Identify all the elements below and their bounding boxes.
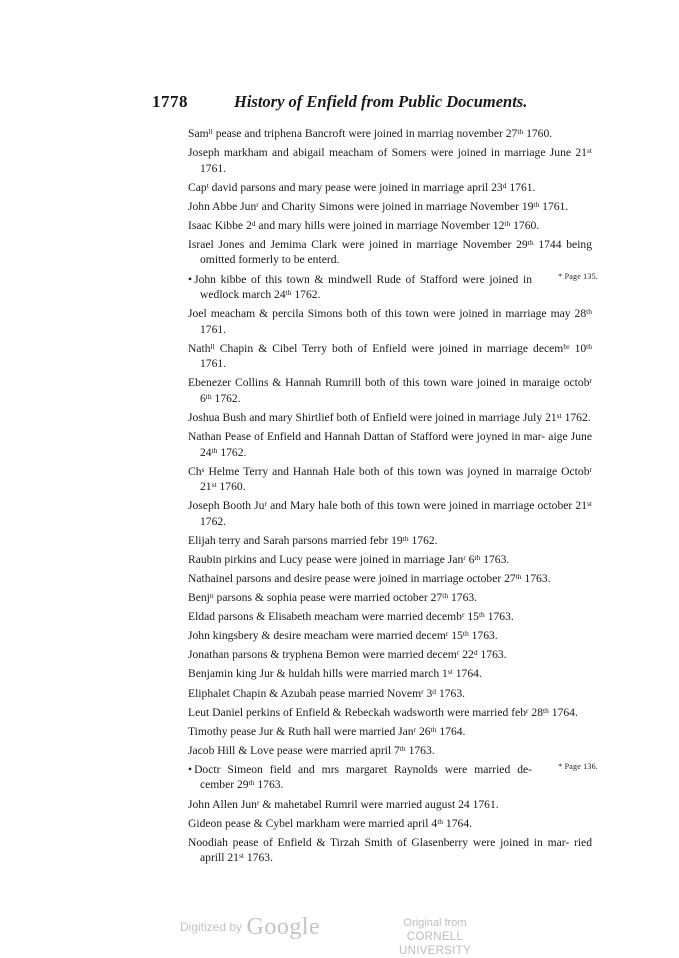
superscript: th [504,218,511,228]
entry-text: Nathan Pease of Enfield and Hannah Dattan of Stafford were joyned in mar- aige June 24 [188,430,592,459]
superscript: th [211,445,218,455]
superscript: st [447,667,453,677]
library-attribution [380,916,490,958]
superscript: r [413,724,417,734]
entry-text: 1761. [200,161,227,175]
marriage-entry [188,306,592,337]
entry-text: 26 [416,724,431,738]
digitized-by-label: Digitized by [180,920,243,934]
superscript: r [589,464,592,474]
entry-text: 22 [459,648,474,662]
entry-text: 1762. [217,445,247,459]
marriage-entry [188,341,592,372]
entry-text: 1760. [510,218,540,232]
entry-text: parsons & sophia pease were married october 27 [213,591,443,605]
marriage-entry [188,237,592,268]
entry-text: 1763. [448,591,478,605]
entry-text: Joseph markham and abigail meacham of Somers were joined in marriage June 21 [188,146,587,160]
superscript: th [586,307,592,317]
bullet-marker: • [188,272,193,286]
marriage-entry [188,835,592,866]
superscript: st [238,851,244,861]
entry-text: Isaac Kibbe 2 [188,218,252,232]
marriage-entry [188,705,592,721]
marriage-entry [188,609,592,625]
superscript: th [474,552,481,562]
superscript: s [201,464,205,474]
superscript: th [517,127,524,136]
marriage-entry [188,533,592,549]
marriage-entry [188,271,598,303]
marriage-entry [188,429,592,460]
superscript: th [285,288,292,298]
marriage-entry [188,199,592,215]
entry-text: Benj [188,591,210,605]
marriage-entry [188,761,598,793]
entry-text: Eldad parsons & Elisabeth meacham were married decemb [188,610,462,624]
superscript: r [463,552,466,562]
superscript: th [399,743,406,753]
superscript: ll [208,127,213,136]
entry-text: pease and triphena Bancroft were joined in marriag november 27 [212,127,518,140]
marriage-entry [188,686,592,702]
superscript: r [456,648,460,658]
marriage-entry [188,647,592,663]
entry-text: Sam [188,127,209,140]
entry-text: 10 [569,341,587,355]
entry-text: 1760. [523,127,553,140]
entry-text: and Mary hale both of this town were joined in marriage october 21 [266,499,587,513]
entry-text: 1762. [211,391,241,405]
entry-text: 1762. [408,533,438,547]
entry-text: Israel Jones and Jemima Clark were joined in marriage November 29 [188,237,528,251]
superscript: th [515,572,522,581]
marriage-entry [188,816,592,832]
superscript: th [527,237,534,247]
superscript: n [209,591,214,601]
original-from-label: Original from [403,917,467,929]
entry-text: 1762. [291,288,321,302]
entry-text: 1763. [254,778,284,792]
superscript: r [589,376,592,386]
entry-text: Jonathan parsons & tryphena Bemon were married decem [188,648,457,662]
superscript: th [586,341,593,351]
digitized-by-google [180,914,320,941]
superscript: t [206,180,209,190]
entry-text: 1762. [200,514,227,528]
entry-text: 1764. [443,816,473,830]
entry-text: 15 [464,610,479,624]
entry-text: 1761. [539,199,569,213]
entry-text: Joel meacham & percila Simons both of this town were joined in marriage may 28 [188,307,587,321]
google-logo: Google [246,914,321,940]
entry-text: Nath [188,341,211,355]
entry-text: John kingsbery & desire meacham were married decem [188,629,446,643]
entry-text: Eliphalet Chapin & Azubah pease married Novem [188,686,422,700]
superscript: th [248,778,255,788]
entry-text: Joshua Bush and mary Shirtlief both of Enfield were joined in marriage July 21 [188,410,557,424]
entry-text: Ch [188,464,202,478]
superscript: th [462,629,469,639]
entry-text: Helme Terry and Hannah Hale both of this town was joyned in marraige Octob [204,464,590,478]
entry-text: 1764. [436,724,466,738]
superscript: d [251,218,256,228]
entry-text: 6 [465,552,475,566]
entry-text: 1763. [477,648,507,662]
entry-text: 1763. [484,610,514,624]
superscript: d [473,648,478,658]
entry-text: 1763. [521,572,551,585]
entry-text: Leut Daniel perkins of Enfield & Rebeckah wadsworth were married feb [188,705,527,719]
superscript: d [502,180,507,190]
entry-text: 1761. [200,322,227,336]
entry-text: and mary hills were joined in marriage November 12 [255,218,505,232]
page-reference-note: * Page 135. [558,271,598,281]
marriage-entry [188,743,592,759]
running-title: History of Enfield from Public Documents. [234,92,528,111]
entry-text: Raubin pirkins and Lucy pease were joined in marriage Jan [188,552,464,566]
superscript: th [430,724,437,734]
marriage-entry [188,552,592,568]
page-number: 1778 [152,92,188,111]
entry-text: Timothy pease Jur & Ruth hall were married Jan [188,724,414,738]
entry-text: Jacob Hill & Love pease were married april 7 [188,743,400,757]
superscript: r [256,797,260,807]
superscript: th [437,816,444,826]
entry-text: Chapin & Cibel Terry both of Enfield were joined in marriage decem [214,341,564,355]
marriage-entry [188,410,592,426]
entry-text: Doctr Simeon field and mrs margaret Raynolds were married de- cember 29 [194,762,532,792]
superscript: st [586,146,592,156]
superscript: d [432,686,437,696]
entry-text: 1763. [405,743,435,757]
entry-text: 1763. [468,629,498,643]
entry-text: 1744 being omitted formerly to be enterd. [200,237,593,267]
entry-text: 6 [200,391,206,405]
superscript: r [526,705,529,715]
superscript: th [543,705,549,715]
superscript: th [533,199,540,209]
entry-text: 1762. [561,410,591,424]
entry-text: 1761. [506,180,536,194]
superscript: st [211,480,217,490]
marriage-entry [188,571,592,587]
superscript: th [478,610,485,620]
entry-text: 1761. [200,357,227,371]
library-name: CORNELL UNIVERSITY [398,931,471,957]
superscript: r [256,199,259,209]
entry-text: 3 [423,686,433,700]
entry-text: 1763. [436,686,466,700]
marriage-entry [188,590,592,606]
superscript: th [442,591,449,601]
marriage-entry [188,628,592,644]
entry-text: 1764. [452,667,482,681]
entry-text: John kibbe of this town & mindwell Rude of Stafford were joined in wedlock march 24 [194,272,532,302]
superscript: r [461,610,465,620]
entry-text: 1760. [216,480,246,494]
entry-text: 28 [528,705,544,719]
marriage-entry [188,126,592,142]
superscript: r [445,629,449,639]
entry-text: Nathainel parsons and desire pease were joined in marriage october 27 [188,572,516,585]
superscript: st [587,499,593,509]
marriage-entry [188,797,592,813]
entry-text: Noodiah pease of Enfield & Tirzah Smith of Glasenberry were joined in mar- ried aprill 21 [188,835,592,865]
entry-text: & mahetabel Rumril were married august 24 1761. [259,797,499,811]
marriage-entry [188,724,592,740]
page-reference-note: * Page 136. [558,761,598,771]
entry-text: and Charity Simons were joined in marriage November 19 [258,199,534,213]
marriage-entry [188,145,592,176]
superscript: r [421,686,424,696]
entry-text: david parsons and mary pease were joined in marriage april 23 [208,180,503,194]
entry-text: Gideon pease & Cybel markham were married april 4 [188,816,438,830]
entry-text: Benjamin king Jur & huldah hills were married march 1 [188,667,448,681]
entry-text: 1764. [548,705,578,719]
entry-text: 15 [448,629,463,643]
marriage-entry [188,375,592,406]
marriage-entry [188,464,592,495]
page-header [152,92,528,112]
entry-text: John Allen Jun [188,797,257,811]
entry-text: John Abbe Jun [188,199,257,213]
superscript: ll [210,341,215,351]
marriage-entry [188,498,592,529]
entry-text: Joseph Booth Ju [188,499,265,513]
entry-text: 1763. [480,552,510,566]
bullet-marker: • [188,762,193,776]
superscript: r [264,499,267,509]
superscript: st [556,410,562,420]
entry-text: 21 [200,480,212,494]
marriage-entry [188,218,592,234]
entry-text: Elijah terry and Sarah parsons married febr 19 [188,533,403,547]
superscript: br [563,341,570,351]
superscript: th [402,533,409,543]
marriage-records-list [188,126,598,869]
marriage-entry [188,180,592,196]
entry-text: Ebenezer Collins & Hannah Rumrill both of this town ware joined in maraige octob [188,376,590,390]
superscript: th [205,391,212,401]
marriage-entry [188,666,592,682]
entry-text: 1763. [243,851,273,865]
entry-text: Cap [188,180,207,194]
